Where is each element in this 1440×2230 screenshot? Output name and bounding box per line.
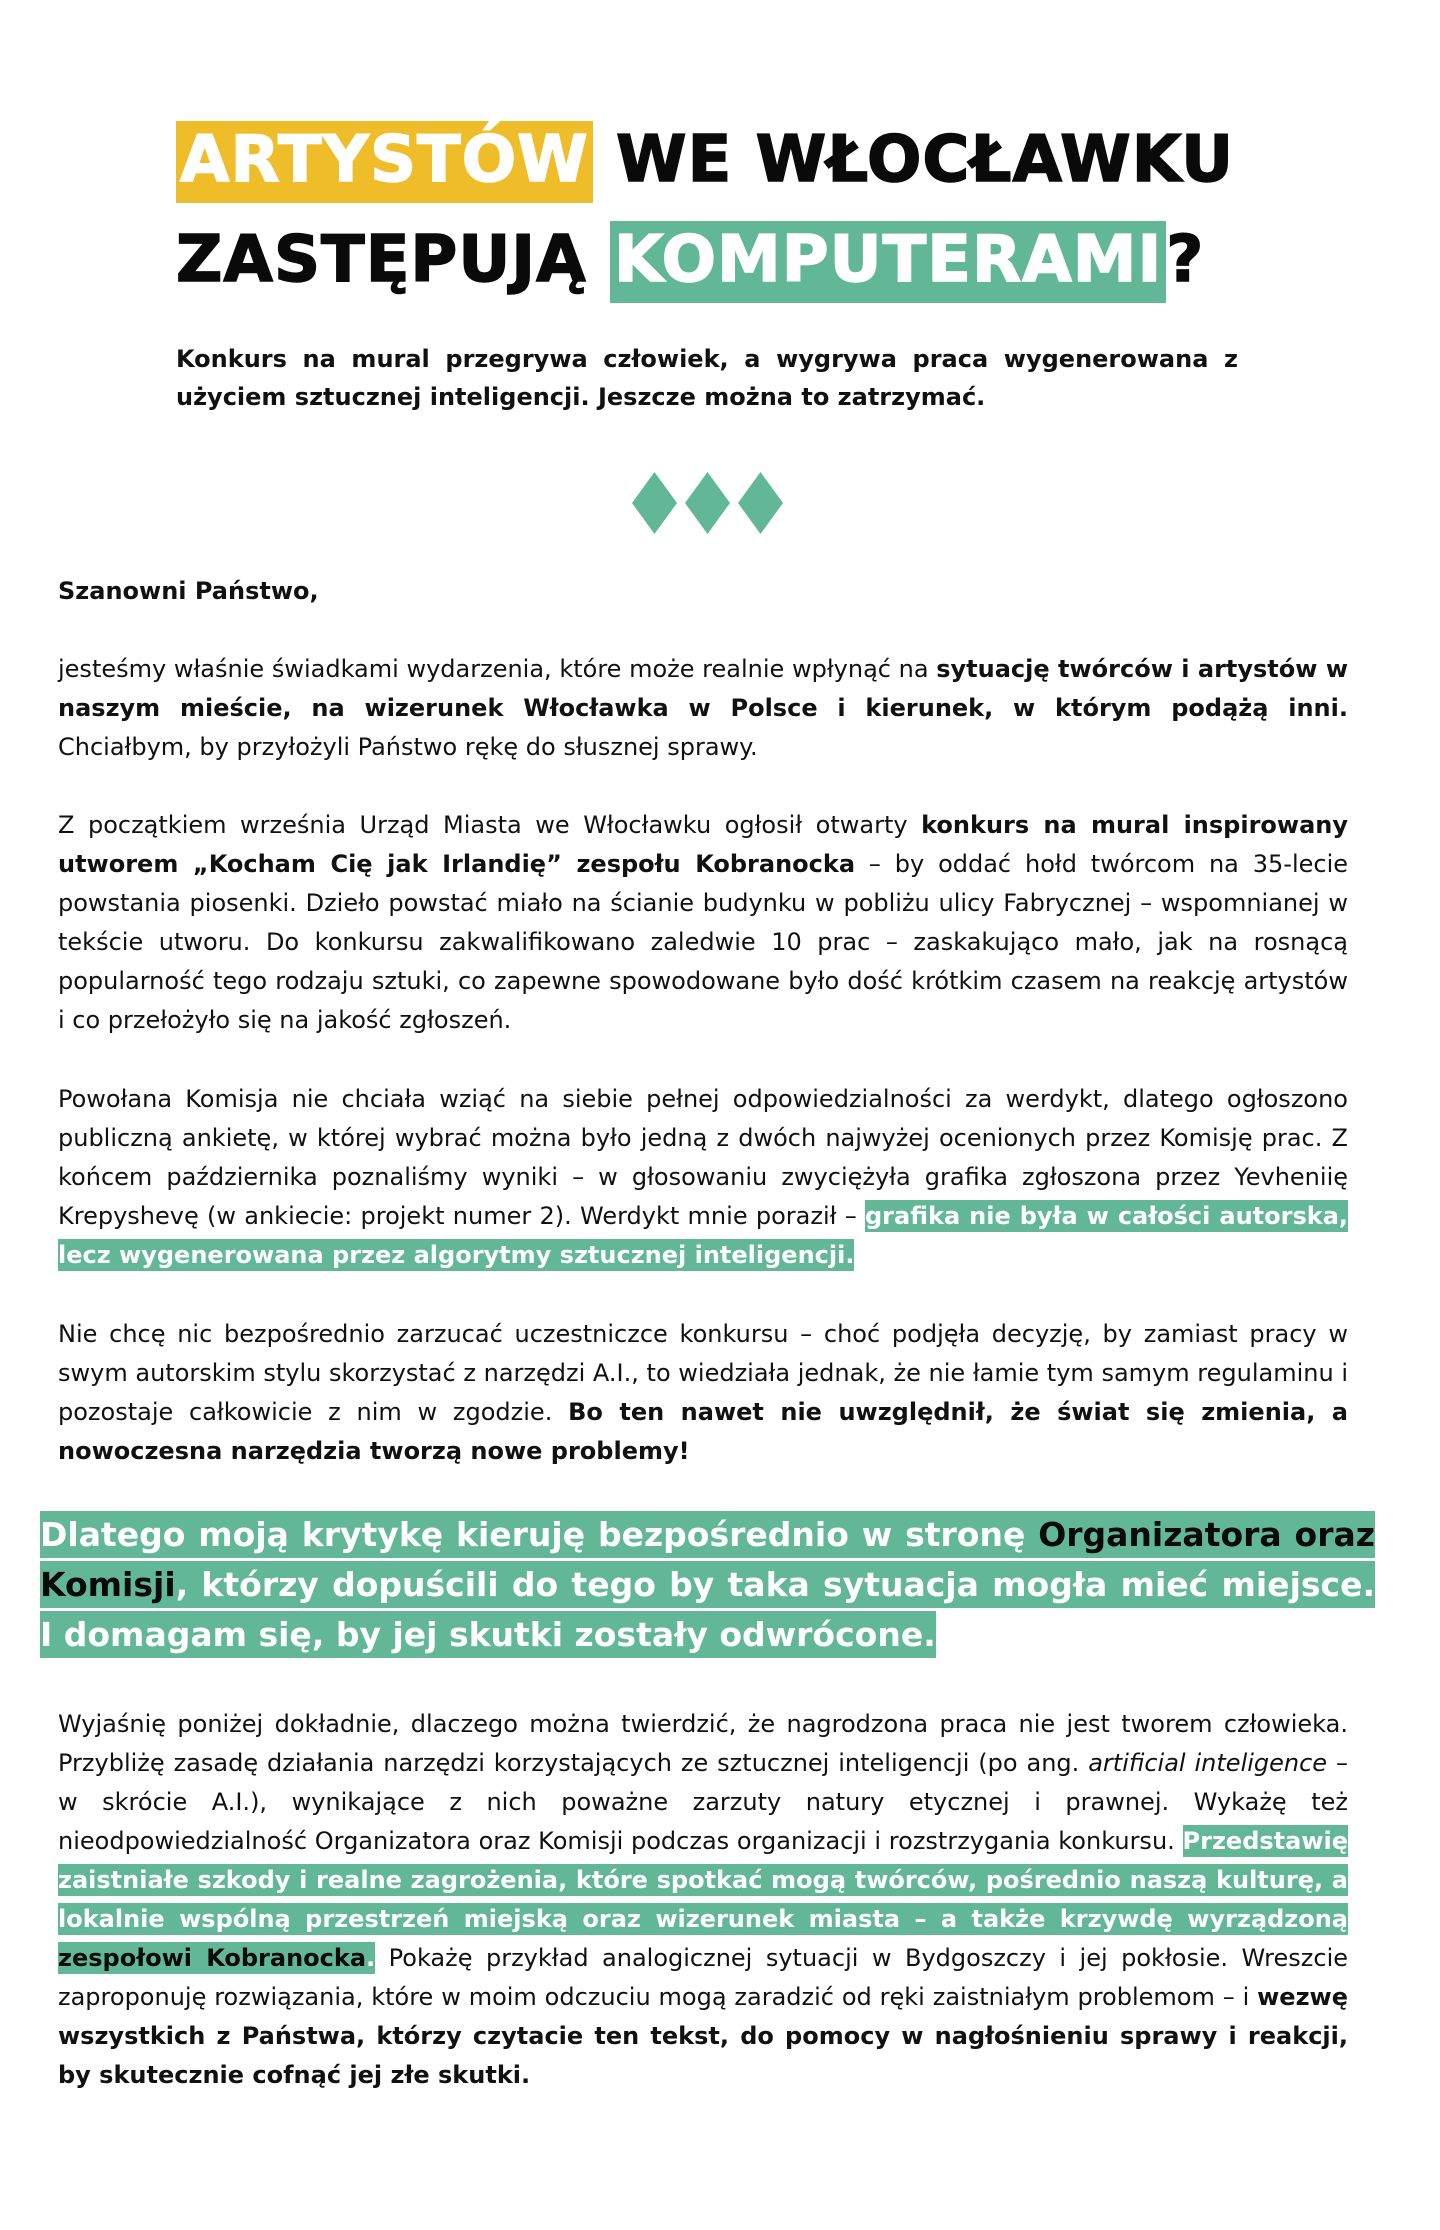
paragraph-5-text-mid: – w skrócie A.I.), wynikające z nich poważne zarzuty natury etycznej i prawnej. Wykażę też nieodpowiedzialność Organizatora oraz Komisji podczas organizacji i rozstrzygania konkursu.: [58, 1749, 1348, 1855]
callout-highlight: [40, 1511, 1375, 1658]
paragraph-1-text-end: Chciałbym, by przyłożyli Państwo rękę do słusznej sprawy.: [58, 733, 758, 761]
paragraph-5-highlight-end: .: [366, 1944, 376, 1972]
diamond-icon: [685, 472, 730, 534]
headline-highlight-green: KOMPUTERAMI: [610, 221, 1166, 303]
headline-line-2-end: ?: [1166, 223, 1205, 297]
paragraph-5: [58, 1705, 1348, 2095]
section-divider: [632, 472, 783, 534]
paragraph-2-text: Z początkiem września Urząd Miasta we Włocławku ogłosił otwarty: [58, 811, 922, 839]
headline-line-1-rest: WE WŁOCŁAWKU: [592, 123, 1235, 197]
headline-line-1: [176, 110, 1276, 210]
paragraph-4-text: Nie chcę nic bezpośrednio zarzucać uczestniczce konkursu – choć podjęła decyzję, by zamiast pracy w swym autorskim stylu skorzystać z narzędzi A.I., to wiedziała jednak, że nie łamie tym samym regulaminu i pozostaje całkowicie z nim w zgodzie.: [58, 1320, 1348, 1426]
headline: [176, 110, 1276, 310]
paragraph-1: [58, 650, 1348, 767]
diamond-icon: [738, 472, 783, 534]
callout-dark-text: Organizatora oraz Komisji: [40, 1515, 1375, 1604]
paragraph-2-text-end: – by oddać hołd twórcom na 35-lecie powstania piosenki. Dzieło powstać miało na ścianie budynku w pobliżu ulicy Fabrycznej – wspomnianej w tekście utworu. Do konkursu zakwalifikowano zaledwie 10 prac – zaskakująco mało, jak na rosnącą popularność tego rodzaju sztuki, co zapewne spowodowane było dość krótkim czasem na reakcję artystów i co przełożyło się na jakość zgłoszeń.: [58, 850, 1349, 1034]
paragraph-4: [58, 1315, 1348, 1471]
callout-statement: [40, 1510, 1375, 1660]
greeting: Szanowni Państwo,: [58, 577, 319, 605]
headline-highlight-yellow: ARTYSTÓW: [176, 121, 593, 203]
headline-line-2-start: ZASTĘPUJĄ: [176, 223, 610, 297]
paragraph-5-highlight-dark: zespołowi Kobranocka: [58, 1944, 367, 1972]
diamond-icon: [632, 472, 677, 534]
paragraph-3-highlight: grafika nie była w całości autorska, lecz wygenerowana przez algorytmy sztucznej inteligencji.: [58, 1202, 1349, 1269]
paragraph-3-text: Powołana Komisja nie chciała wziąć na siebie pełnej odpowiedzialności za werdykt, dlatego ogłoszono publiczną ankietę, w której wybrać można było jedną z dwóch najwyżej ocenionych przez Komisję prac. Z końcem października poznaliśmy wyniki – w głosowaniu zwyciężyła grafika zgłoszona przez Yevheniię Krepyshevę (w ankiecie: projekt numer 2). Werdykt mnie poraził –: [58, 1085, 1348, 1230]
paragraph-5-text: Wyjaśnię poniżej dokładnie, dlaczego można twierdzić, że nagrodzona praca nie jest tworem człowieka. Przybliżę zasadę działania narzędzi korzystających ze sztucznej inteligencji (po ang.: [58, 1710, 1348, 1777]
paragraph-5-text-after: Pokażę przykład analogicznej sytuacji w Bydgoszczy i jej pokłosie. Wreszcie zaproponuję rozwiązania, które w moim odczuciu mogą zaradzić od ręki zaistniałym problemom – i: [58, 1944, 1348, 2011]
paragraph-5-italic: artificial inteligence: [1088, 1749, 1328, 1777]
callout-text-end: , którzy dopuścili do tego by taka sytuacja mogła mieć miejsce. I domagam się, by jej skutki zostały odwrócone.: [40, 1565, 1375, 1654]
headline-line-2: [176, 210, 1276, 310]
paragraph-5-bold: wezwę wszystkich z Państwa, którzy czytacie ten tekst, do pomocy w nagłośnieniu sprawy i reakcji, by skutecznie cofnąć jej złe skutki.: [58, 1983, 1348, 2089]
paragraph-1-bold: sytuację twórców i artystów w naszym mieście, na wizerunek Włocławka w Polsce i kierunek, w którym podążą inni.: [58, 655, 1349, 722]
paragraph-2-bold: konkurs na mural inspirowany utworem „Kocham Cię jak Irlandię” zespołu Kobranocka: [58, 811, 1348, 878]
paragraph-5-highlight-text: Przedstawię zaistniałe szkody i realne zagrożenia, które spotkać mogą twórców, pośrednio naszą kulturę, a lokalnie wspólną przestrzeń miejską oraz wizerunek miasta – a także krzywdę wyrządzoną: [58, 1827, 1348, 1933]
paragraph-1-text: jesteśmy właśnie świadkami wydarzenia, które może realnie wpłynąć na: [58, 655, 937, 683]
callout-text: Dlatego moją krytykę kieruję bezpośrednio w stronę: [40, 1515, 1039, 1554]
subtitle: Konkurs na mural przegrywa człowiek, a wygrywa praca wygenerowana z użyciem sztucznej inteligencji. Jeszcze można to zatrzymać.: [176, 345, 1238, 411]
paragraph-3: [58, 1080, 1348, 1275]
paragraph-2: [58, 806, 1348, 1040]
paragraph-4-bold: Bo ten nawet nie uwzględnił, że świat się zmienia, a nowoczesna narzędzia tworzą nowe problemy!: [58, 1398, 1348, 1465]
